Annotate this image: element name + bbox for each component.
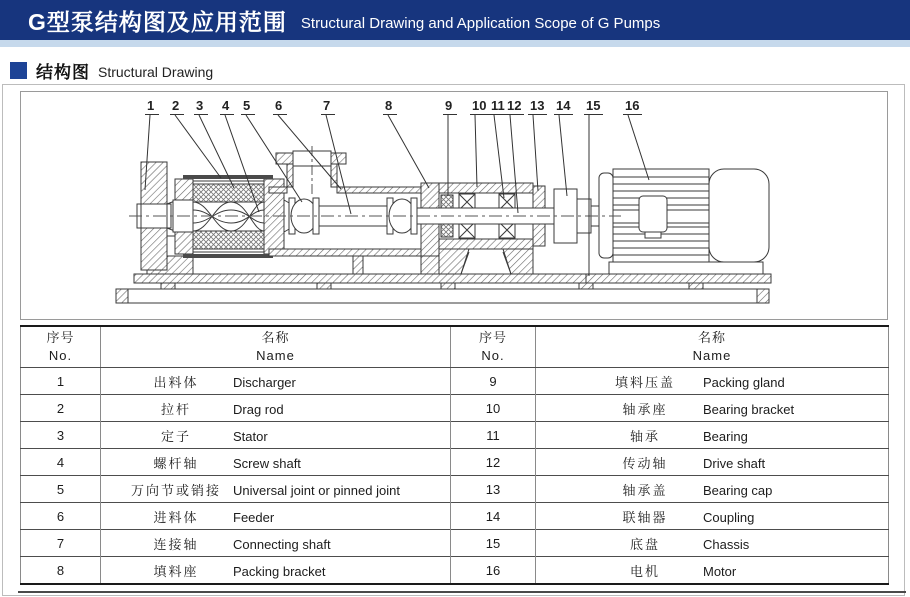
col-header-no-right	[451, 326, 536, 368]
parts-table-row	[21, 557, 889, 585]
section-bullet-icon	[10, 62, 27, 79]
parts-table-row	[21, 395, 889, 422]
part-no: 8	[21, 557, 101, 585]
col-header-no-en: No.	[481, 348, 505, 363]
part-label-leader-line	[475, 115, 477, 187]
part-label-number: 2	[172, 98, 180, 113]
part-name	[101, 476, 451, 503]
col-header-name-en: Name	[692, 348, 732, 363]
part-no: 15	[451, 530, 536, 557]
section-title-zh: 结构图	[36, 63, 90, 82]
page-bottom-rule	[18, 591, 906, 593]
part-name-zh: 万向节或销接	[130, 482, 221, 498]
parts-table-row	[21, 422, 889, 449]
part-name	[101, 530, 451, 557]
part-name-en: Drag rod	[233, 401, 284, 417]
part-label-number: 5	[243, 98, 251, 113]
part-name-zh: 轴承座	[622, 401, 668, 417]
part-name	[101, 395, 451, 422]
part-no: 9	[451, 368, 536, 395]
part-name-en: Discharger	[233, 374, 296, 390]
part-no: 11	[451, 422, 536, 449]
part-name-zh: 进料体	[153, 509, 199, 525]
part-name-en: Coupling	[703, 509, 755, 525]
part-label-number: 12	[507, 98, 522, 113]
part-no: 14	[451, 503, 536, 530]
col-header-name-right	[536, 326, 889, 368]
part-name	[101, 368, 451, 395]
part-label-number: 16	[625, 98, 640, 113]
section-title-en: Structural Drawing	[98, 63, 214, 80]
part-name-en: Bearing	[703, 428, 748, 444]
part-name-zh: 螺杆轴	[153, 455, 199, 471]
part-label-number: 1	[147, 98, 155, 113]
part-name	[536, 476, 889, 503]
part-name-en: Bearing bracket	[703, 401, 795, 417]
section-heading	[10, 58, 213, 83]
part-label-leader-line	[533, 115, 538, 191]
part-label-leader-line	[559, 115, 567, 196]
part-name-zh: 填料压盖	[614, 374, 675, 390]
part-name-en: Motor	[703, 563, 737, 579]
parts-table-row	[21, 503, 889, 530]
part-name-en: Screw shaft	[233, 455, 301, 471]
part-name-zh: 出料体	[153, 374, 199, 390]
pump-cross-section-drawing	[21, 92, 887, 317]
col-header-name-zh: 名称	[261, 330, 290, 346]
part-label-number: 3	[196, 98, 204, 113]
part-no: 5	[21, 476, 101, 503]
part-no: 2	[21, 395, 101, 422]
part-name-en: Stator	[233, 428, 268, 444]
part-label-number: 11	[491, 98, 505, 113]
part-no: 7	[21, 530, 101, 557]
part-label-number: 14	[556, 98, 571, 113]
part-name-en: Feeder	[233, 509, 275, 525]
col-header-no-zh: 序号	[46, 330, 75, 346]
col-header-name-en: Name	[256, 348, 295, 363]
part-label-number: 8	[385, 98, 393, 113]
part-name	[101, 557, 451, 585]
col-header-name-left	[101, 326, 451, 368]
part-name-en: Connecting shaft	[233, 536, 331, 552]
part-name-zh: 电机	[629, 563, 660, 579]
part-name	[536, 395, 889, 422]
page-title-en: Structural Drawing and Application Scope of G Pumps	[300, 14, 661, 32]
part-name-zh: 定子	[160, 428, 191, 444]
part-label-number: 13	[530, 98, 545, 113]
col-header-no-left	[21, 326, 101, 368]
part-name-zh: 轴承	[629, 428, 660, 444]
part-name-en: Bearing cap	[703, 482, 773, 498]
part-name	[536, 449, 889, 476]
part-name-en: Packing gland	[703, 374, 785, 390]
part-label-leader-line	[388, 115, 429, 188]
parts-table	[20, 325, 889, 585]
part-name-en: Chassis	[703, 536, 750, 552]
part-label-number: 7	[323, 98, 331, 113]
part-no: 1	[56, 373, 65, 389]
part-name-en: Universal joint or pinned joint	[233, 482, 400, 498]
parts-table-wrap	[20, 325, 889, 585]
part-name	[536, 530, 889, 557]
structural-drawing-panel	[20, 91, 888, 320]
part-name-zh: 底盘	[629, 536, 660, 552]
part-label-number: 9	[445, 98, 453, 113]
part-name	[101, 503, 451, 530]
part-name-zh: 传动轴	[622, 455, 668, 471]
header-accent-strip	[0, 40, 910, 47]
part-label-number: 15	[586, 98, 601, 113]
part-name	[536, 557, 889, 585]
parts-table-row	[21, 476, 889, 503]
part-name	[536, 422, 889, 449]
part-no: 3	[21, 422, 101, 449]
part-name	[536, 368, 889, 395]
col-header-name-zh: 名称	[697, 330, 726, 346]
part-name-zh: 联轴器	[622, 509, 668, 525]
part-name-en: Drive shaft	[703, 455, 766, 471]
part-no: 10	[451, 395, 536, 422]
page-title-zh: G型泵结构图及应用范围	[28, 8, 287, 35]
page-header	[0, 0, 910, 40]
part-no: 6	[21, 503, 101, 530]
part-label-number: 6	[275, 98, 283, 113]
part-name-zh: 填料座	[153, 563, 199, 579]
part-no: 12	[451, 449, 536, 476]
part-label-number: 4	[222, 98, 230, 113]
part-name-zh: 轴承盖	[622, 482, 668, 498]
parts-table-row	[21, 449, 889, 476]
parts-table-row	[21, 530, 889, 557]
part-name-zh: 拉杆	[160, 401, 191, 417]
part-name	[101, 422, 451, 449]
part-no: 4	[21, 449, 101, 476]
part-name	[101, 449, 451, 476]
part-name	[536, 503, 889, 530]
part-label-number: 10	[472, 98, 487, 113]
parts-table-row	[21, 368, 889, 395]
part-no: 16	[451, 557, 536, 585]
part-name-en: Packing bracket	[233, 563, 326, 579]
col-header-no-zh: 序号	[478, 330, 507, 346]
col-header-no-en: No.	[48, 348, 73, 363]
part-name-zh: 连接轴	[153, 536, 199, 552]
part-no: 13	[451, 476, 536, 503]
parts-table-header-row	[21, 326, 889, 368]
